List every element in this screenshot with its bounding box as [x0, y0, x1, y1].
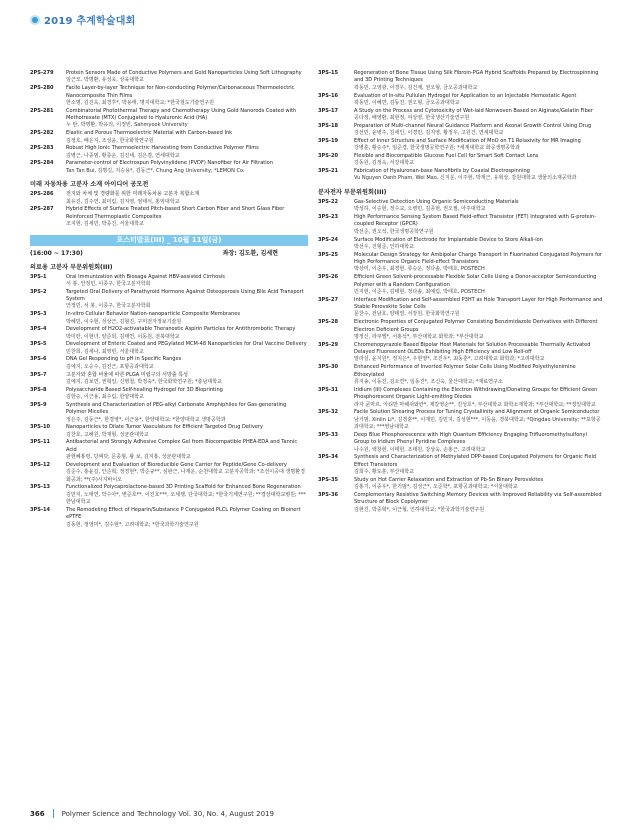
poster-authors: 누 탄, 박명환, 박유리, 이정빈, Sahmyook University [66, 122, 188, 129]
poster-title: Facile Solution Shearing Process for Tuning Crystallinity and Alignment of Organic Semiconductor [354, 409, 600, 416]
poster-entry [318, 168, 603, 183]
poster-code: 2PS-284 [30, 160, 54, 167]
session-time: (16:00 ~ 17:30) [30, 249, 83, 257]
poster-title: Regeneration of Bone Tissue Using Silk Fibroin-PGA Hybrid Scaffolds Prepared by Electrospinning and 3D Printing Techniques [354, 70, 599, 84]
poster-title: Hybrid Effects of Surface Treated Pitch-based Short Carbon Fiber and Short Glass Fiber Reinforced Thermoplastic Composites [66, 206, 285, 220]
poster-code: 3PS-36 [318, 491, 338, 498]
poster-code: 3PS-15 [318, 70, 338, 76]
poster-body [354, 342, 603, 364]
poster-code: 3PS-19 [318, 137, 338, 144]
poster-authors: 문찬수, 전남호, 양태열, 서장원, 한국화학연구원 [354, 311, 460, 318]
poster-title: Preparation of Multi-channel Neural Guidance Platform and Axonal Growth Control Using Drug [354, 122, 592, 129]
poster-entry [318, 199, 603, 214]
poster-body [354, 70, 603, 92]
poster-body [66, 85, 308, 107]
poster-entry [30, 356, 308, 371]
poster-authors: 판현혜홍령, 당쪄닷, 문종형, 왕 보, 김지홍, 성균관대학교 [66, 454, 191, 461]
poster-title: Combinatorial Photothermal Therapy and Chemotherapy Using Gold Nanorods Coated with Methotrexate (MTX) Conjugated to Hyaluronic Acid (HA) [66, 107, 297, 122]
poster-title: Complementary Resistive Switching Memory Devices with Improved Reliability via Self-assembled Structure of Block Copolymer [354, 491, 602, 506]
poster-code: 3PS-5 [30, 341, 47, 348]
poster-authors: 나수원, 백창현, 이태헌, 조태원, 강상욱, 손홍근, 고려대학교 [354, 446, 486, 453]
poster-code: 2PS-287 [30, 206, 54, 213]
poster-code: 2PS-279 [30, 70, 54, 76]
poster-body [354, 364, 603, 386]
poster-entry [318, 409, 603, 431]
poster-code: 3PS-20 [318, 152, 338, 159]
poster-authors: 김병근, 나종범, 황종운, 김진세, 김은겸, 연세대학교 [66, 152, 180, 159]
poster-entry [318, 214, 603, 236]
poster-title: Evaluation of In-situ Pullulan Hydrogel for Application to an Injectable Hemostatic Agent [354, 92, 577, 99]
poster-entry [30, 341, 308, 356]
poster-body [66, 70, 308, 85]
poster-code: 3PS-13 [30, 484, 50, 491]
poster-title: Elastic and Porous Thermoelectric Material with Carbon-based Ink [66, 130, 233, 137]
poster-body [66, 326, 308, 341]
poster-body [354, 93, 603, 108]
poster-body [354, 153, 603, 168]
circle-bullet-icon [30, 15, 40, 25]
poster-title: Enhanced Performance of Inverted Polymer Solar Cells Using Modified Polyethylenimine Ethoxylated [354, 364, 576, 378]
poster-code: 2PS-283 [30, 145, 54, 152]
poster-authors: 김찬호, 고해원, 박재형, 성균관대학교 [66, 431, 149, 438]
poster-title: Polysaccharide Based Self-healing Hydrogel for 3D Bioprinting [66, 386, 223, 393]
poster-entry [30, 372, 308, 387]
poster-body [66, 191, 308, 206]
poster-code: 3PS-4 [30, 326, 47, 333]
poster-body [354, 138, 603, 153]
poster-authors: Vu Nguyen Oanh Pham, Wei Mao, 신지운, 이주현, 박재근, 유혁상, 강원대학교 생물의소재공학과 [354, 175, 577, 182]
poster-body [66, 206, 308, 228]
poster-title: 고분자와 혼합 비율에 따른 PLGA 미립구의 서방출 특성 [66, 371, 188, 378]
poster-code: 2PS-282 [30, 130, 54, 137]
poster-title: DNA Gel Responding to pH in Specific Ranges [66, 356, 182, 363]
poster-body [354, 214, 603, 236]
poster-entry [318, 237, 603, 252]
poster-title: Electronic Properties of Conjugated Polymer Consisting Benzimidazole Derivatives with Different Electron Deficient Groups [354, 319, 598, 333]
poster-body [66, 484, 308, 506]
poster-title: Robust High Ionic Thermoelectric Harvesting from Conductive Polymer Films [66, 145, 259, 152]
poster-body [354, 199, 603, 214]
poster-code: 3PS-3 [30, 311, 47, 318]
poster-body [66, 372, 308, 387]
poster-authors: Tan Tan Bui, 김명길, 지승용*, 김동근*, Chung Ang University; *LEMON Co. [66, 167, 245, 174]
poster-code: 3PS-2 [30, 288, 47, 295]
poster-entry [30, 145, 308, 160]
poster-code: 3PS-6 [30, 356, 47, 363]
poster-title: Oral Immunization with Biosaga Against HBV-assisted Cirrhosis [66, 273, 225, 280]
poster-code: 3PS-14 [30, 506, 50, 513]
poster-title: Fabrication of Hyaluronan-base Nanofibrils by Coaxial Electrospinning [354, 168, 530, 175]
poster-entry [30, 424, 308, 439]
poster-title: Deep Blue Phosphorescence with High Quantum Efficiency Engaging Trifluoromethylsulfonyl Group to Iridium Phenyl Pyridine Complexes [354, 431, 587, 446]
poster-entry [30, 274, 308, 289]
poster-authors: 곽동민, 이혜연, 김동진, 권오형, 금오공과대학교 [354, 99, 460, 106]
poster-code: 2PS-281 [30, 107, 54, 114]
poster-title: Efficient Green Solvent-processable Flexible Solar Cells Using a Donor-acceptor Semiconducting Polymer with a Random Configuration [354, 274, 597, 288]
poster-code: 3PS-27 [318, 296, 338, 303]
poster-body [66, 311, 308, 326]
poster-body [66, 356, 308, 371]
journal-info: Polymer Science and Technology Vol. 30, No. 4, August 2019 [61, 809, 274, 818]
poster-code: 3PS-16 [318, 92, 338, 99]
poster-authors: 민찬희, 김세나, 최영빈, 서울대학교 [66, 348, 144, 355]
poster-code: 3PS-24 [318, 236, 338, 243]
session-time-row [30, 249, 308, 258]
poster-title: Parameter-control of Electrospun Polyvinylidene (PVDF) Nanofiber for Air Filtration [66, 160, 273, 167]
poster-title: Effect of Inner Structure and Surface Modification of MnO on T1 Relaxivity for MR Imaging [354, 137, 581, 144]
poster-code: 3PS-22 [318, 198, 338, 205]
poster-body [354, 237, 603, 252]
poster-body [354, 252, 603, 274]
poster-title: Synthesis and Characterization of Methylated DPP-based Conjugated Polymers for Organic Field Effect Transistors [354, 454, 597, 468]
poster-body [66, 160, 308, 175]
poster-title: Synthesis and Characterization of PEG-alkyl Carbonate Amphiphiles for Gas-generating Polymer Micelles [66, 401, 287, 416]
poster-body [66, 387, 308, 402]
poster-title: High Performance Sensing System Based Field-effect Transistor (FET) Integrated with G-protein-coupled Receptor (GPCR) [354, 213, 597, 228]
poster-code: 3PS-9 [30, 401, 47, 408]
poster-entry [30, 484, 308, 506]
poster-entry [318, 70, 603, 92]
poster-code: 3PS-21 [318, 168, 338, 175]
poster-code: 3PS-23 [318, 213, 338, 220]
poster-authors: 최유진, 김수연, 최미림, 김지영, 엄태식, 홍익대학교 [66, 198, 180, 205]
section-title-molecular-electronics: 분자전자 부문위원회(III) [318, 188, 387, 196]
poster-entry [318, 123, 603, 138]
poster-code: 3PS-29 [318, 341, 338, 348]
poster-body [354, 387, 603, 409]
poster-code: 2PS-280 [30, 85, 54, 92]
left-column [30, 70, 308, 529]
poster-entry [318, 138, 603, 153]
poster-title: Interface Modification and Self-assembled P3HT as Hole Transport Layer for High Performance and Stable Perovskite Solar Cells [354, 296, 603, 311]
poster-authors: 말라실, 윤지원*, 정지은*, 우현영*, 조진우*, 최동훈*, 고려대학교 화학과; *고려대학교 [354, 356, 545, 363]
poster-entry [30, 462, 308, 484]
poster-authors: 김민지, 노태연, 박수아*, 변준호**, 이진호***, 오세행, 단국대학교; *한국기계연구원; **경상대학교병원; ***한남대학교 [66, 491, 306, 506]
poster-authors: 류지송, 이동진, 김소연*, 임동진*, 조신욱, 울산대학교; *재료연구소 [354, 379, 503, 385]
poster-entry [30, 108, 308, 130]
poster-entry [30, 191, 308, 206]
section-title-auto-polymer: 미래 자동차용 고분자 소재 아이디어 공모전 [30, 181, 149, 189]
poster-title: Nanoparticles to Dilate Tumor Vasculature for Efficient Targeted Drug Delivery [66, 424, 263, 431]
poster-authors: 조지현, 김세민, 박종진, 서울대학교 [66, 221, 144, 228]
poster-code: 3PS-33 [318, 431, 338, 438]
poster-entry [30, 70, 308, 85]
poster-authors: 서 봉, 안정민, 이종구, 한국고분자학회 [66, 280, 151, 287]
section-title-medical-polymer: 의료용 고분자 부문위원회(III) [30, 263, 113, 271]
poster-body [66, 507, 308, 529]
poster-entry [30, 507, 308, 529]
poster-title: Study on Hot Carrier Relaxation and Extraction of Pb-Sn Binary Perovskites [354, 476, 544, 483]
poster-entry [318, 274, 603, 296]
poster-authors: 김희수, 황도훈, 부산대학교 [354, 469, 415, 476]
right-entries-top [318, 70, 603, 183]
poster-code: 3PS-8 [30, 386, 47, 393]
poster-body [66, 462, 308, 484]
poster-entry [30, 160, 308, 175]
poster-entry [318, 492, 603, 514]
poster-title: In-vitro Cellular Behavior Nation-nanoparticle Composite Membranes [66, 311, 241, 318]
poster-authors: 곽동민, 고영광, 이경우, 김건제, 권오형, 금오공과대학교 [354, 84, 478, 91]
poster-code: 3PS-28 [318, 319, 338, 326]
footer-separator [53, 809, 54, 818]
poster-authors: 박혜민, 이수현, 성상근, 김형진, 구미전자정보기술원 [66, 318, 182, 325]
poster-authors: 임근모, 박명환, 유성욱, 상육대학교 [66, 77, 144, 84]
poster-entry [318, 342, 603, 364]
poster-authors: 박성하, 이승현, 정수교, 오병민, 김종현, 권오필, 아주대학교 [354, 206, 486, 213]
poster-title: Development of H2O2-activatable Theranostic Aspirin Particles for Antithrombotic Therapy [66, 326, 296, 333]
poster-title: Protein Sensors Made of Conductive Polymers and Gold Nanoparticles Using Soft Lithography [66, 70, 302, 76]
poster-authors: 김한승, 이근용, 최수림, 한양대학교 [66, 394, 144, 401]
poster-authors: 김준수, 홍윤길, 안준혁, 정경현*, 박준규**, 심완근, 나재운, 순천대학교 고분자공학과; *조선이공대 생명환경화공과; **(주)시지바이오 [66, 469, 305, 483]
poster-authors: 한소명, 김진욱, 최경후*, 박용태, 명지대학교; *한국철도기술연구원 [66, 99, 214, 106]
poster-entry [318, 364, 603, 386]
poster-entry [318, 454, 603, 476]
poster-entry [30, 439, 308, 461]
poster-title: Chromenopyrazole Based Bipolar Host Materials for Solution Processable Thermally Activated Delayed Fluorescent OLEDs Exhibiting High Efficiency and Low Roll-off [354, 341, 591, 356]
page-footer [30, 809, 274, 818]
poster-body [354, 123, 603, 138]
poster-authors: 민지현, 이준우, 김태현, 정다솔, 최예림, 박태호, POSTECH [354, 288, 485, 295]
poster-title: Targeted Oral Delivery of Parathyroid Hormone Against Osteoporosis Using Bile Acid Transport System [66, 288, 304, 303]
poster-body [354, 409, 603, 431]
poster-code: 3PS-25 [318, 251, 338, 258]
left-entries-bottom [30, 274, 308, 530]
poster-title: Flexible and Biocompatible Glucose Fuel Cell for Smart Soft Contact Lens [354, 152, 539, 159]
poster-title: Development of Enteric Coated and PEGylated MCM-48 Nanoparticles for Oral Vaccine Delivery [66, 341, 307, 348]
poster-entry [318, 477, 603, 492]
poster-entry [318, 153, 603, 168]
poster-body [354, 432, 603, 454]
poster-entry [318, 297, 603, 319]
poster-authors: 박미란, 이현녀, 양준희, 김태연, 이동원, 전북대학교 [66, 333, 180, 340]
poster-title: Iridium (III) Complexes Containing the Electron Withdrawing/Donating Groups for Efficient Green Phosphorescent Organic Light-emitting Diodes [354, 386, 598, 401]
poster-body [354, 274, 603, 296]
poster-code: 3PS-30 [318, 364, 338, 371]
poster-entry [30, 206, 308, 228]
poster-entry [318, 252, 603, 274]
poster-body [354, 108, 603, 123]
poster-title: A Study on the Process and Cytotoxicity of Wet-laid Nonwoven Based on Alginate/Gelatin Fiber [354, 107, 593, 114]
poster-code: 3PS-11 [30, 439, 50, 446]
poster-entry [30, 326, 308, 341]
left-entries-mid [30, 191, 308, 228]
poster-authors: 김현진, 박종혁*, 이근형, 인하대학교; *한국과학기술연구원 [354, 506, 485, 513]
right-entries-bottom [318, 199, 603, 514]
right-column [318, 70, 603, 514]
poster-body [66, 402, 308, 424]
poster-title: 전지와 차체 및 경량화를 위한 미래자동차용 고분자 복합소재 [66, 191, 200, 198]
poster-authors: 박선준, 권오석, 한국생명공학연구원 [354, 228, 434, 235]
session-chairs: 좌장: 김도환, 김세현 [222, 249, 278, 257]
poster-body [66, 130, 308, 145]
poster-authors: 공다정, 배영환, 최현정, 여상영, 한국생산기술연구원 [354, 115, 470, 122]
poster-authors: 강동원, 김정욱, 서강대학교 [354, 160, 415, 167]
poster-authors: 강병훈, 황승주*, 임준경, 한국생명공학연구원; *세계대학교 화공생명공학과 [354, 145, 520, 152]
poster-body [354, 492, 603, 514]
page-header [30, 12, 135, 27]
poster-body [66, 341, 308, 356]
poster-title: Development and Evaluation of Bioreducible Gene Carrier for Peptide/Gene Co-delivery [66, 461, 287, 468]
poster-entry [318, 319, 603, 341]
poster-title: Molecular Design Strategy for Ambipolar Charge Transport in Fluorinated Conjugated Polymers for High Performance Organic Field-effect Transistors [354, 251, 603, 266]
poster-title: Surface Modification of Electrode for Implantable Device to Store Alkali-ion [354, 236, 543, 243]
poster-entry [30, 289, 308, 311]
poster-title: Functionalized Polycaprolactone-based 3D Printing Scaffold for Enhanced Bone Regeneration [66, 484, 301, 491]
poster-title: Antibacterial and Strongly Adhesive Complex Gel from Biocompatible PHEA-EDA and Tannic Acid [66, 439, 298, 453]
page-number: 366 [30, 809, 45, 818]
poster-entry [30, 130, 308, 145]
poster-code: 3PS-31 [318, 386, 338, 393]
session-band: 포스터발표(III) _ 10월 11일(금) [30, 235, 308, 246]
poster-code: 3PS-1 [30, 273, 47, 280]
poster-authors: 안정민, 서 봉, 이종구, 한국고분자학회 [66, 303, 151, 310]
poster-entry [30, 311, 308, 326]
poster-code: 3PS-26 [318, 274, 338, 281]
poster-body [66, 108, 308, 130]
poster-body [354, 168, 603, 183]
poster-authors: 김예지, 김보연, 권혁일, 신병철, 박정숙*, 한국화학연구원; *충남대학교 [66, 378, 223, 385]
poster-body [66, 289, 308, 311]
poster-title: The Remodeling Effect of Heparin/Substance P Conjugated PLCL Polymer Coating on Bioinert ePTFE [66, 506, 301, 521]
poster-body [66, 439, 308, 461]
poster-entry [318, 432, 603, 454]
left-entries-top [30, 70, 308, 175]
poster-authors: 명정신, 라쿠엘*, 서홍석*, 부산대학교 화학과; *부산대학교 [354, 333, 484, 340]
poster-code: 3PS-32 [318, 409, 338, 416]
poster-body [354, 454, 603, 476]
poster-title: Gas-Selective Detection Using Organic Semiconducting Materials [354, 198, 519, 205]
poster-code: 3PS-10 [30, 424, 50, 431]
header-title: 2019 추계학술대회 [44, 16, 136, 27]
poster-body [66, 145, 308, 160]
poster-authors: 김정호, 배은지, 조성윤, 한국화학연구원 [66, 137, 154, 144]
poster-entry [318, 387, 603, 409]
poster-code: 3PS-17 [318, 107, 338, 114]
poster-code: 3PS-12 [30, 461, 50, 468]
poster-authors: 김홍기, 이종우*, 한기범*, 김성근*, 오준학*, 포항공과대학교; *서울대학교 [354, 484, 518, 491]
poster-code: 3PS-7 [30, 371, 47, 378]
poster-body [354, 297, 603, 319]
poster-entry [30, 387, 308, 402]
poster-entry [318, 93, 603, 108]
poster-authors: 정은주, 김동근*, 한경영*, 이근용*, 한양대학교; *한양대학교 생명공학과 [66, 416, 226, 423]
poster-code: 3PS-18 [318, 122, 338, 129]
poster-body [354, 477, 603, 492]
poster-title: Facile Layer-by-layer Technique for Non-conducting Polymer/Carbonaceous Thermoelectric Nanocomposite Thin Films [66, 85, 295, 99]
poster-authors: 라자 쿤마르, 아티반 마헤쉬와란*, 제갈영순**, 진성호*, 부산대학교 화학소재학과; *부산대학교; **경일대학교 [354, 401, 596, 408]
poster-authors: 김동현, 정영미*, 김수현*, 고려대학교; *한국과학기술연구원 [66, 521, 199, 528]
poster-entry [30, 85, 308, 107]
poster-authors: 남기범, Xinlin Li*, 김경훈**, 이재민, 김민지, 김성현***, 이동윤, 경북대학교; *Qingdao University; **포항공과대학교; ***영남대학교 [354, 416, 601, 431]
poster-authors: 김예지, 오승수, 김진근, 포항공과대학교 [66, 363, 154, 370]
poster-authors: 박상미, 이준우, 최경현, 류승운, 정다솔, 박태호, POSTECH [354, 266, 485, 273]
poster-body [354, 319, 603, 341]
poster-authors: 강선민, 윤병주, 김세인, 이경민, 김지영, 황정우, 고원건, 연세대학교 [354, 130, 504, 137]
poster-entry [318, 108, 603, 123]
poster-entry [30, 402, 308, 424]
poster-body [66, 274, 308, 289]
poster-code: 3PS-34 [318, 454, 338, 461]
poster-code: 2PS-286 [30, 191, 54, 198]
poster-body [66, 424, 308, 439]
poster-code: 3PS-35 [318, 476, 338, 483]
poster-authors: 박선우, 진형준, 인하대학교 [354, 243, 415, 250]
